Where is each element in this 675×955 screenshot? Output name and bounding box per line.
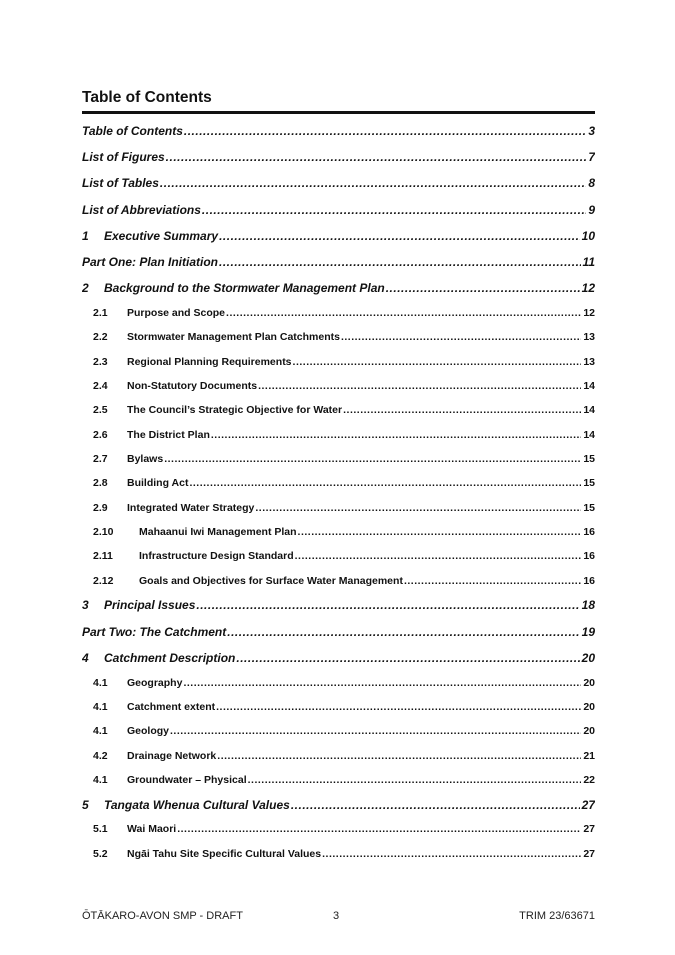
dot-leader <box>226 305 581 321</box>
toc-entry-page: 13 <box>583 356 595 368</box>
toc-entry-page: 19 <box>581 625 595 639</box>
dot-leader <box>293 354 582 370</box>
toc-entry-page: 12 <box>583 307 595 319</box>
toc-entry-label: Building Act <box>127 477 189 489</box>
toc-entry[interactable] <box>82 548 595 564</box>
dot-leader <box>189 475 581 491</box>
dot-leader <box>404 573 581 589</box>
toc-entry-label: Catchment Description <box>104 651 236 665</box>
toc-entry-label: Groundwater – Physical <box>127 774 247 786</box>
dot-leader <box>166 149 587 165</box>
dot-leader <box>248 772 582 788</box>
toc-entry[interactable] <box>82 846 595 862</box>
toc-entry-page: 27 <box>581 798 595 812</box>
toc-entry[interactable] <box>82 254 595 270</box>
toc-entry-label: Wai Maori <box>127 823 177 835</box>
dot-leader <box>219 254 581 270</box>
toc-entry-label: Bylaws <box>127 453 164 465</box>
toc-entry-number: 2.8 <box>93 477 108 489</box>
toc-entry[interactable] <box>82 228 595 244</box>
toc-entry-label: Table of Contents <box>82 124 183 138</box>
toc-entry[interactable] <box>82 624 595 640</box>
toc-entry-page: 15 <box>583 477 595 489</box>
toc-entry-page: 20 <box>583 725 595 737</box>
toc-entry-page: 16 <box>583 550 595 562</box>
toc-entry-number: 4.1 <box>93 677 108 689</box>
toc-entry-number: 5.1 <box>93 823 108 835</box>
toc-entry[interactable] <box>82 597 595 613</box>
toc-entry-label: Tangata Whenua Cultural Values <box>104 798 290 812</box>
toc-entry-page: 14 <box>583 429 595 441</box>
dot-leader <box>160 175 586 191</box>
toc-entry[interactable] <box>82 305 595 321</box>
title-rule <box>82 111 595 114</box>
toc-entry[interactable] <box>82 675 595 691</box>
toc-entry-page: 3 <box>588 124 595 138</box>
toc-entry-label: Catchment extent <box>127 701 216 713</box>
toc-entry-number: 2.1 <box>93 307 108 319</box>
dot-leader <box>211 427 581 443</box>
toc-entry-label: Background to the Stormwater Management Plan <box>104 281 385 295</box>
toc-entry[interactable] <box>82 175 595 191</box>
toc-entry-number: 5.2 <box>93 848 108 860</box>
toc-entry-page: 14 <box>583 404 595 416</box>
toc-entry-page: 20 <box>583 701 595 713</box>
toc-entry-page: 22 <box>583 774 595 786</box>
toc-entry-number: 4 <box>82 651 89 665</box>
toc-entry-label: Purpose and Scope <box>127 307 226 319</box>
toc-entry[interactable] <box>82 354 595 370</box>
toc-entry-number: 2.7 <box>93 453 108 465</box>
toc-entry-label: List of Figures <box>82 150 165 164</box>
toc-entry-label: Geography <box>127 677 183 689</box>
toc-entry[interactable] <box>82 123 595 139</box>
toc-entry-number: 2.2 <box>93 331 108 343</box>
toc-entry-label: List of Abbreviations <box>82 203 201 217</box>
toc-entry-number: 4.1 <box>93 701 108 713</box>
dot-leader <box>217 748 581 764</box>
toc-entry-number: 2 <box>82 281 89 295</box>
dot-leader <box>196 597 579 613</box>
dot-leader <box>183 675 581 691</box>
toc-entry-number: 2.10 <box>93 526 114 538</box>
toc-entry-page: 9 <box>588 203 595 217</box>
toc-entry[interactable] <box>82 748 595 764</box>
toc-entry-number: 1 <box>82 229 89 243</box>
toc-entry-number: 4.1 <box>93 774 108 786</box>
dot-leader <box>216 699 581 715</box>
dot-leader <box>386 280 580 296</box>
toc-entry[interactable] <box>82 573 595 589</box>
toc-entry-page: 12 <box>581 281 595 295</box>
toc-entry-page: 7 <box>588 150 595 164</box>
toc-entry-number: 2.5 <box>93 404 108 416</box>
toc-entry-page: 8 <box>588 176 595 190</box>
footer-page-number: 3 <box>333 910 340 922</box>
toc-entry-number: 3 <box>82 598 89 612</box>
dot-leader <box>295 548 582 564</box>
toc-entry-page: 20 <box>583 677 595 689</box>
dot-leader <box>184 123 586 139</box>
toc-entry-label: Regional Planning Requirements <box>127 356 292 368</box>
dot-leader <box>219 228 580 244</box>
toc-entry-page: 16 <box>583 526 595 538</box>
toc-title: Table of Contents <box>82 89 212 106</box>
toc-entry-label: The District Plan <box>127 429 210 441</box>
toc-entry-page: 10 <box>581 229 595 243</box>
toc-entry[interactable] <box>82 650 595 666</box>
dot-leader <box>227 624 579 640</box>
toc-entry[interactable] <box>82 723 595 739</box>
toc-entry-label: Principal Issues <box>104 598 196 612</box>
toc-entry-page: 27 <box>583 823 595 835</box>
dot-leader <box>322 846 581 862</box>
toc-entry-page: 27 <box>583 848 595 860</box>
toc-entry[interactable] <box>82 427 595 443</box>
dot-leader <box>202 202 586 218</box>
toc-entry-number: 2.12 <box>93 575 114 587</box>
dot-leader <box>291 797 580 813</box>
dot-leader <box>258 378 581 394</box>
toc-entry-label: Integrated Water Strategy <box>127 502 255 514</box>
toc-entry[interactable] <box>82 280 595 296</box>
dot-leader <box>255 500 581 516</box>
toc-entry-label: Mahaanui Iwi Management Plan <box>139 526 297 538</box>
toc-entry[interactable] <box>82 451 595 467</box>
toc-entry-label: Infrastructure Design Standard <box>139 550 294 562</box>
dot-leader <box>298 524 582 540</box>
toc-entry-page: 14 <box>583 380 595 392</box>
toc-entry-label: Non-Statutory Documents <box>127 380 258 392</box>
toc-entry-label: The Council’s Strategic Objective for Water <box>127 404 343 416</box>
dot-leader <box>343 402 581 418</box>
toc-entry-label: Executive Summary <box>104 229 219 243</box>
toc-entry[interactable] <box>82 699 595 715</box>
dot-leader <box>236 650 579 666</box>
footer-trim-reference: TRIM 23/63671 <box>519 910 595 922</box>
toc-entry-page: 15 <box>583 453 595 465</box>
toc-entry-page: 21 <box>583 750 595 762</box>
toc-entry-number: 2.6 <box>93 429 108 441</box>
toc-entry-label: Ngāi Tahu Site Specific Cultural Values <box>127 848 322 860</box>
dot-leader <box>164 451 581 467</box>
toc-entry[interactable] <box>82 821 595 837</box>
toc-entry[interactable] <box>82 329 595 345</box>
toc-entry-number: 2.3 <box>93 356 108 368</box>
toc-entry-label: Geology <box>127 725 170 737</box>
toc-entry-label: Drainage Network <box>127 750 217 762</box>
toc-entry-label: Stormwater Management Plan Catchments <box>127 331 340 343</box>
toc-entry[interactable] <box>82 772 595 788</box>
toc-entry-number: 2.4 <box>93 380 108 392</box>
toc-entry-label: Part Two: The Catchment <box>82 625 227 639</box>
toc-entry[interactable] <box>82 500 595 516</box>
toc-entry[interactable] <box>82 202 595 218</box>
toc-entry-number: 4.2 <box>93 750 108 762</box>
toc-entry-label: Goals and Objectives for Surface Water Management <box>139 575 403 587</box>
toc-entry[interactable] <box>82 524 595 540</box>
dot-leader <box>341 329 581 345</box>
toc-entry-page: 18 <box>581 598 595 612</box>
toc-entry-label: List of Tables <box>82 176 159 190</box>
dot-leader <box>170 723 581 739</box>
toc-entry-page: 11 <box>582 255 595 269</box>
toc-entry-page: 16 <box>583 575 595 587</box>
footer-document-name: ŌTĀKARO-AVON SMP - DRAFT <box>82 910 243 922</box>
toc-entry-number: 4.1 <box>93 725 108 737</box>
toc-entry-number: 2.11 <box>93 550 113 562</box>
toc-entry-number: 5 <box>82 798 89 812</box>
toc-entry-page: 20 <box>581 651 595 665</box>
toc-entry[interactable] <box>82 149 595 165</box>
toc-entry[interactable] <box>82 402 595 418</box>
toc-entry-page: 15 <box>583 502 595 514</box>
toc-entry[interactable] <box>82 378 595 394</box>
toc-entry-label: Part One: Plan Initiation <box>82 255 219 269</box>
toc-entry[interactable] <box>82 475 595 491</box>
dot-leader <box>177 821 581 837</box>
toc-entry-page: 13 <box>583 331 595 343</box>
toc-entry[interactable] <box>82 797 595 813</box>
toc-entry-number: 2.9 <box>93 502 108 514</box>
